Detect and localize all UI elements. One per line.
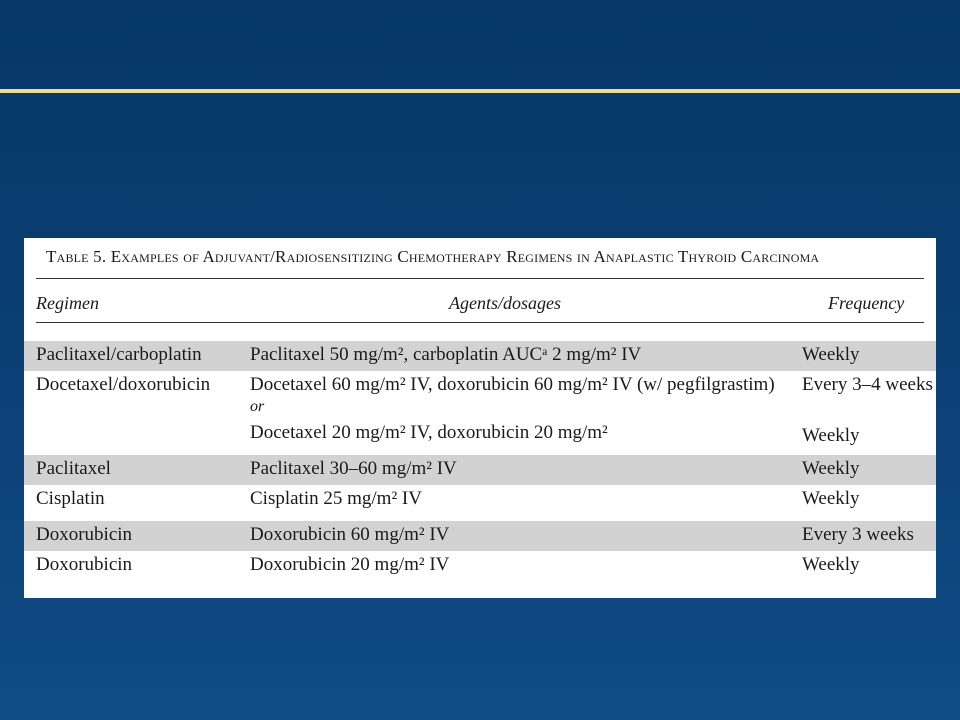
agents-cell: Paclitaxel 50 mg/m², carboplatin AUCᵃ 2 mg/m² IV: [250, 344, 642, 365]
header-divider: [36, 322, 924, 323]
title-rule: [0, 89, 960, 93]
regimen-cell: Cisplatin: [36, 488, 105, 509]
regimen-cell: Doxorubicin: [36, 524, 133, 545]
or-connector: or: [250, 398, 265, 415]
frequency-cell: Weekly: [802, 488, 860, 509]
frequency-cell: Weekly: [802, 344, 860, 365]
header-frequency: Frequency: [828, 293, 905, 313]
table-row: [24, 371, 936, 455]
agents-cell: Doxorubicin 20 mg/m² IV: [250, 554, 450, 575]
chemotherapy-table: [24, 238, 936, 598]
header-agents: Agents/dosages: [449, 293, 561, 313]
regimen-cell: Paclitaxel/carboplatin: [36, 344, 202, 365]
agents-cell: Paclitaxel 30–60 mg/m² IV: [250, 458, 457, 479]
regimen-cell: Paclitaxel: [36, 458, 111, 479]
header-regimen: Regimen: [36, 293, 99, 313]
agents-cell: Docetaxel 60 mg/m² IV, doxorubicin 60 mg/m² IV (w/ pegfilgrastim): [250, 374, 775, 395]
frequency-cell: Weekly: [802, 554, 860, 575]
agents-cell: Doxorubicin 60 mg/m² IV: [250, 524, 450, 545]
regimen-cell: Docetaxel/doxorubicin: [36, 374, 211, 395]
table-row: [24, 341, 936, 371]
table-row: [24, 551, 936, 585]
table-row: [24, 455, 936, 485]
table-row: [24, 485, 936, 519]
caption-divider: [36, 278, 924, 279]
agents-cell-alt: Docetaxel 20 mg/m² IV, doxorubicin 20 mg/m²: [250, 422, 608, 443]
agents-cell: Cisplatin 25 mg/m² IV: [250, 488, 422, 509]
frequency-cell: Every 3 weeks: [802, 524, 914, 545]
regimen-cell: Doxorubicin: [36, 554, 133, 575]
frequency-cell: Every 3–4 weeks: [802, 374, 933, 395]
table-caption: Table 5. Examples of Adjuvant/Radiosensitizing Chemotherapy Regimens in Anaplastic Thyroid Carcinoma: [46, 247, 820, 266]
frequency-cell-alt: Weekly: [802, 425, 860, 446]
frequency-cell: Weekly: [802, 458, 860, 479]
table-row: [24, 521, 936, 551]
